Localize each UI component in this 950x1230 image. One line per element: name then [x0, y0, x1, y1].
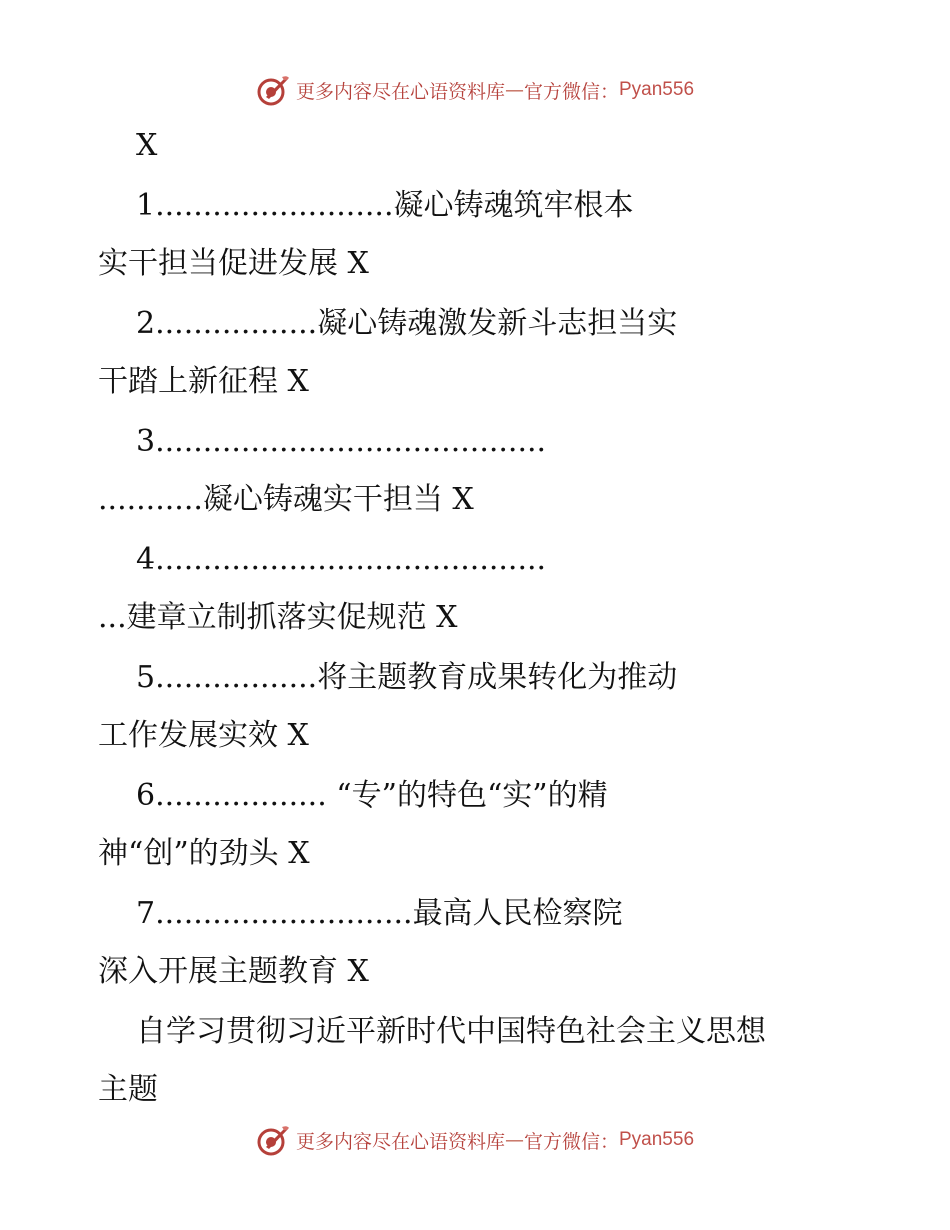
banner-text: 更多内容尽在心语资料库	[295, 1130, 505, 1153]
document-body	[98, 120, 850, 1110]
toc-entry-3: 3.........................................	[136, 424, 547, 459]
banner-separator: —	[504, 79, 524, 101]
quill-logo-icon	[256, 73, 290, 107]
toc-entry-5: 5.................将主题教育成果转化为推动	[136, 660, 678, 695]
paragraph-cont: 主题	[98, 1072, 158, 1107]
footer-watermark	[0, 1120, 950, 1160]
toc-entry-1-cont: 实干担当促进发展 X	[98, 246, 369, 281]
banner-wechat-id: Pyan556	[619, 1129, 695, 1150]
paragraph-start: 自学习贯彻习近平新时代中国特色社会主义思想	[136, 1014, 766, 1049]
toc-entry-4: 4.........................................	[136, 542, 547, 577]
banner-separator: —	[504, 1129, 524, 1151]
toc-entry-2-cont: 干踏上新征程 X	[98, 364, 309, 399]
toc-entry-6: 6.................. “专”的特色“实”的精	[136, 778, 608, 813]
toc-entry-2: 2.................凝心铸魂激发新斗志担当实	[136, 306, 678, 341]
banner-label: 官方微信：	[523, 80, 619, 103]
quill-logo-icon	[256, 1123, 290, 1157]
toc-entry-1: 1.........................凝心铸魂筑牢根本	[136, 188, 634, 223]
banner-wechat-id: Pyan556	[619, 79, 695, 100]
toc-line-x: X	[136, 128, 158, 163]
header-watermark	[0, 70, 950, 110]
toc-entry-4-cont: ...建章立制抓落实促规范 X	[98, 600, 458, 635]
toc-entry-7: 7...........................最高人民检察院	[136, 896, 623, 931]
toc-entry-5-cont: 工作发展实效 X	[98, 718, 309, 753]
toc-entry-3-cont: ...........凝心铸魂实干担当 X	[98, 482, 474, 517]
banner-text: 更多内容尽在心语资料库	[295, 80, 505, 103]
toc-entry-6-cont: 神“创”的劲头 X	[98, 836, 310, 871]
banner-label: 官方微信：	[523, 1130, 619, 1153]
toc-entry-7-cont: 深入开展主题教育 X	[98, 954, 369, 989]
